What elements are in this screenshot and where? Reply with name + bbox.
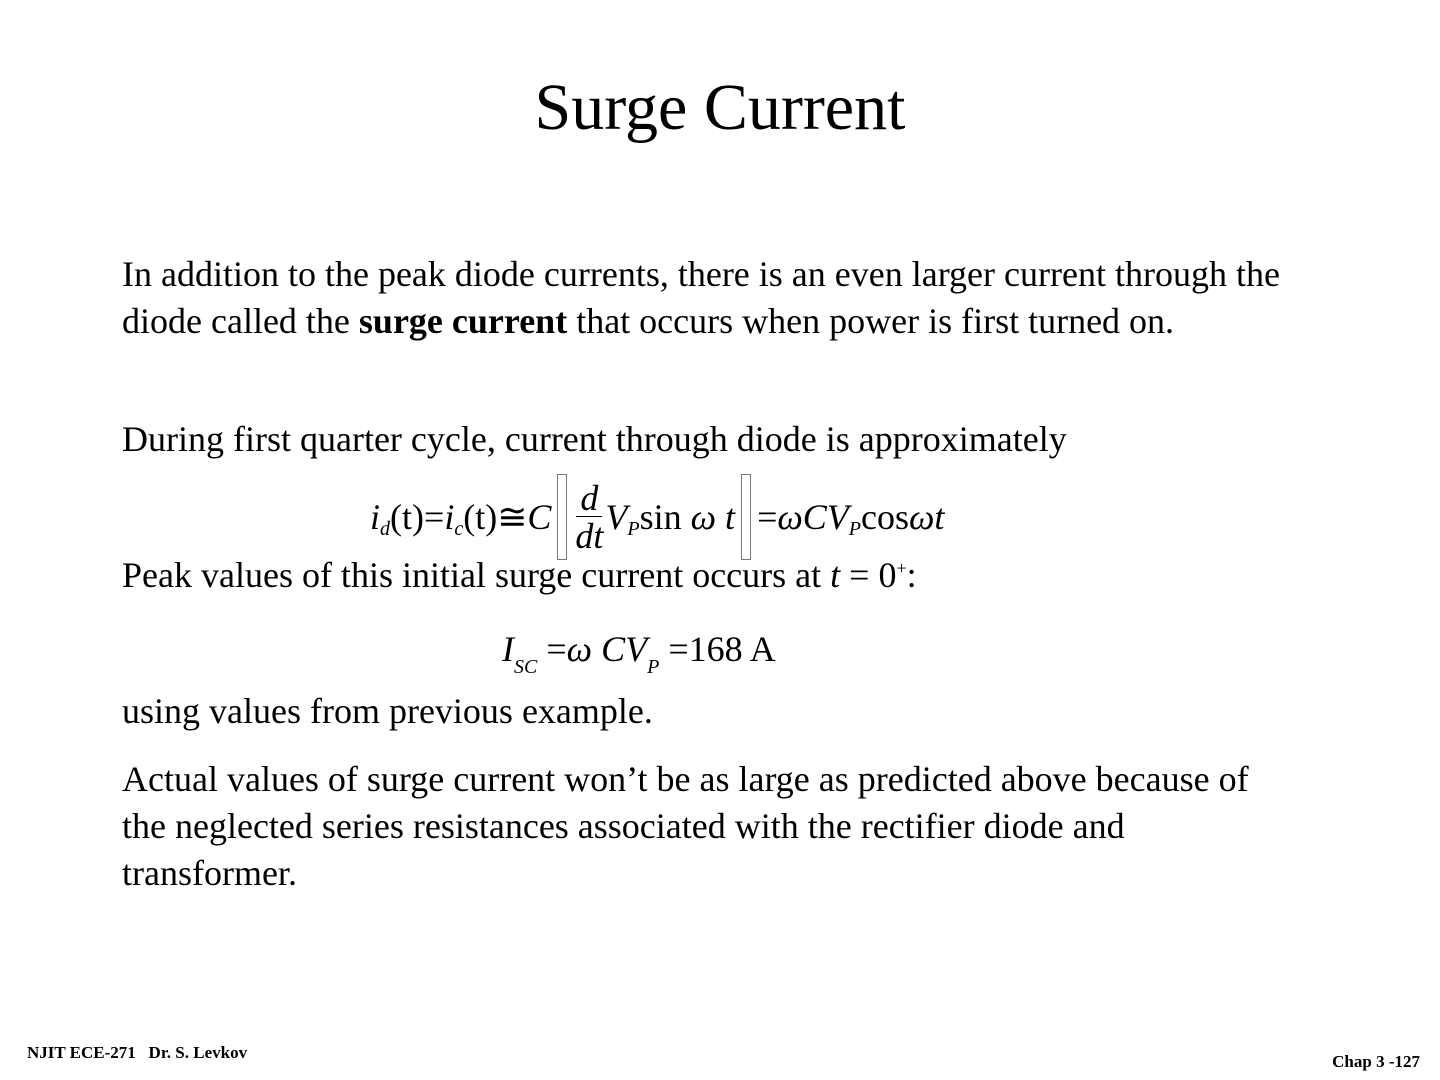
eq-function: cos — [861, 497, 910, 537]
eq-value: 168 A — [688, 629, 776, 669]
paragraph-peak-values — [122, 552, 1282, 599]
slide-title: Surge Current — [534, 71, 906, 144]
footer-course-info: NJIT ECE-271 Dr. S. Levkov — [27, 1043, 248, 1062]
paragraph-surge-intro — [122, 251, 1282, 345]
footer-page-number: Chap 3 -127 — [1332, 1052, 1420, 1071]
paragraph-text: = 0 — [840, 555, 897, 595]
eq-subscript: P — [647, 656, 660, 678]
paragraph-actual-values: Actual values of surge current won’t be as large as predicted above because of the neglected series resistances associated with the rectifier diode and transformer. — [122, 759, 1249, 893]
eq-subscript: P — [627, 517, 640, 540]
eq-operator: = — [537, 629, 567, 669]
paragraph-text: In addition to the peak diode currents, there is an even larger current through the diode called the — [122, 254, 1280, 341]
eq-symbol: (t) — [390, 497, 424, 537]
equation-surge-value — [502, 628, 776, 680]
eq-function: sin — [639, 497, 682, 537]
bold-term: surge current — [358, 301, 568, 341]
eq-subscript: d — [380, 517, 391, 540]
eq-symbol: ωCV — [777, 497, 849, 537]
paragraph-text: that occurs when power is first turned on. — [567, 301, 1175, 341]
eq-symbol: C — [527, 497, 552, 537]
eq-symbol: ω t — [690, 497, 736, 537]
paragraph-first-quarter: During first quarter cycle, current through diode is approximately — [122, 419, 1067, 459]
paragraph-text: : — [906, 555, 917, 595]
eq-symbol: i — [444, 497, 455, 537]
eq-symbol: CV — [601, 629, 648, 669]
time-variable: t — [830, 555, 841, 595]
bracket-left-icon — [557, 474, 567, 560]
fraction-denominator: dt — [575, 515, 604, 556]
eq-symbol: i — [370, 497, 381, 537]
fraction-numerator: d — [576, 480, 602, 517]
eq-operator: = — [424, 497, 445, 537]
eq-subscript: SC — [514, 656, 538, 678]
eq-operator: ≅ — [497, 497, 528, 537]
eq-fraction — [575, 477, 604, 556]
eq-subscript: P — [848, 517, 862, 540]
bracket-right-icon — [741, 474, 751, 560]
eq-symbol: I — [502, 629, 514, 669]
eq-symbol: ωt — [909, 497, 945, 537]
paragraph-text: Peak values of this initial surge current occurs at — [122, 555, 831, 595]
eq-symbol: V — [605, 497, 628, 537]
paragraph-previous-example: using values from previous example. — [122, 691, 653, 731]
eq-symbol: ω — [566, 629, 602, 669]
equation-diode-current — [370, 472, 944, 562]
eq-symbol: (t) — [463, 497, 498, 537]
eq-subscript: c — [454, 517, 464, 540]
eq-operator: = — [659, 629, 689, 669]
superscript-plus: + — [896, 558, 907, 578]
eq-operator: = — [757, 497, 778, 537]
